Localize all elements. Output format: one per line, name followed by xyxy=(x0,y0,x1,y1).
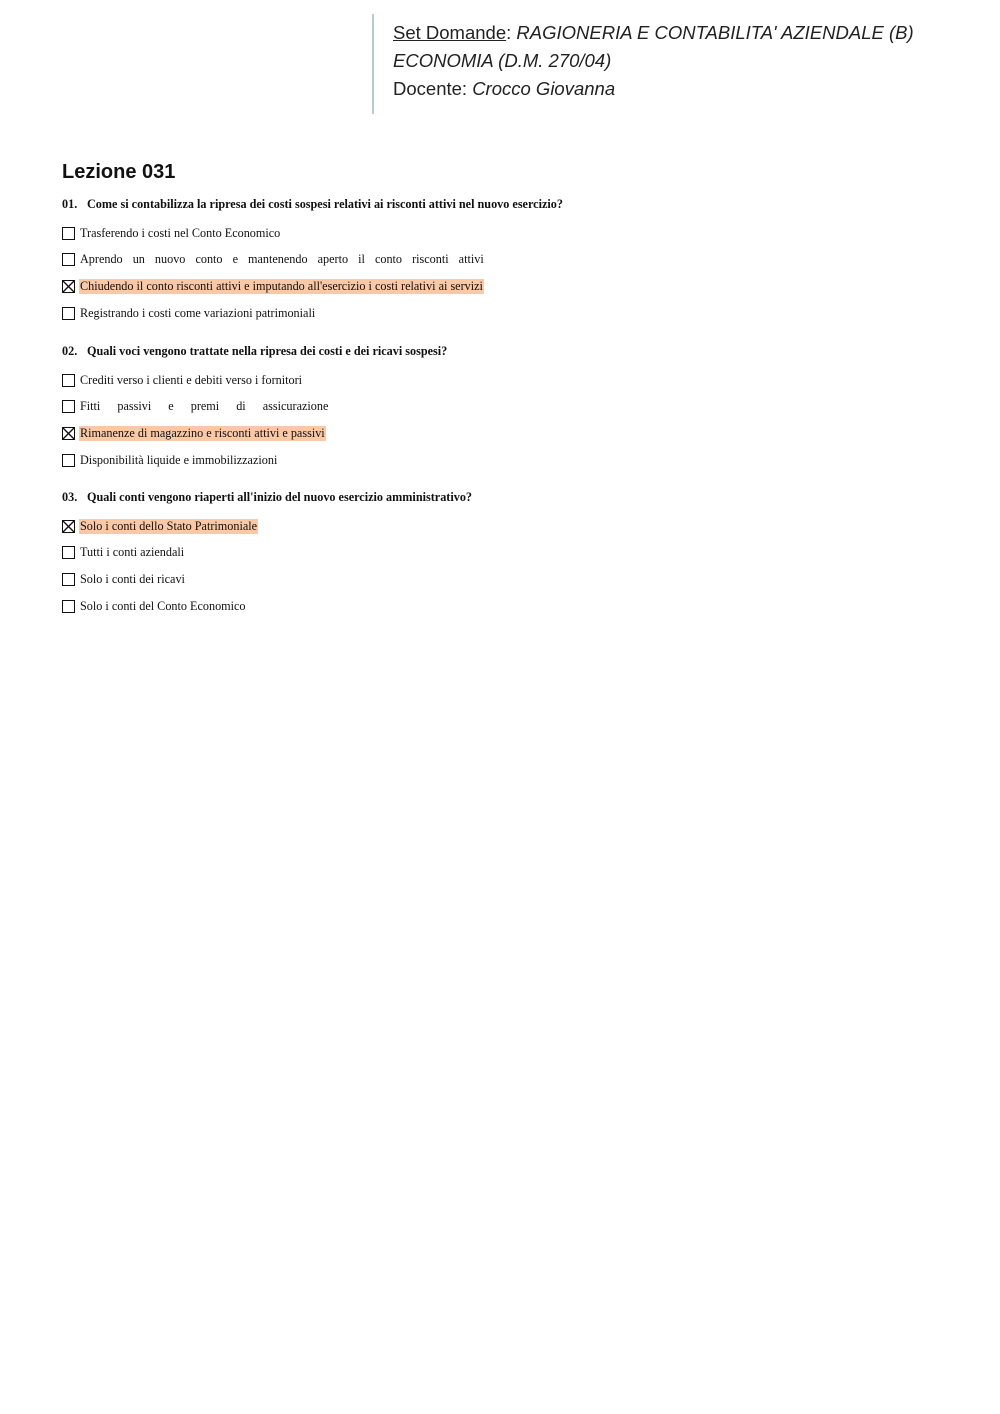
checkbox-empty-icon[interactable] xyxy=(62,307,75,320)
teacher-name: Crocco Giovanna xyxy=(472,78,616,99)
question-number: 03. xyxy=(62,490,78,504)
teacher-line xyxy=(393,75,972,103)
cross-mark-icon xyxy=(62,427,75,440)
answer-option[interactable] xyxy=(62,247,962,274)
checkbox-checked-icon[interactable] xyxy=(62,427,75,440)
checkbox-empty-icon[interactable] xyxy=(62,546,75,559)
question-prompt: Quali conti vengono riaperti all'inizio del nuovo esercizio amministrativo? xyxy=(87,490,473,504)
answer-option-selected[interactable] xyxy=(62,420,962,447)
answer-label: Trasferendo i costi nel Conto Economico xyxy=(80,225,281,240)
answer-option[interactable] xyxy=(62,394,962,421)
lesson-title: Lezione 031 xyxy=(62,161,176,183)
answer-label: Chiudendo il conto risconti attivi e imputando all'esercizio i costi relativi ai servizi xyxy=(80,278,483,293)
set-domande-label: Set Domande xyxy=(393,22,507,43)
answer-option[interactable] xyxy=(62,300,962,327)
answer-label: Disponibilità liquide e immobilizzazioni xyxy=(80,452,278,467)
checkbox-checked-icon[interactable] xyxy=(62,520,75,533)
answer-option[interactable] xyxy=(62,220,962,247)
course-title-line2: ECONOMIA (D.M. 270/04) xyxy=(393,50,612,71)
set-domande-line xyxy=(393,19,972,47)
question-03 xyxy=(62,488,962,619)
checkbox-empty-icon[interactable] xyxy=(62,573,75,586)
document-header xyxy=(372,14,972,114)
question-text xyxy=(62,342,962,360)
question-01 xyxy=(62,195,962,326)
answer-label: Tutti i conti aziendali xyxy=(80,545,185,560)
answer-option-selected[interactable] xyxy=(62,513,962,540)
checkbox-checked-icon[interactable] xyxy=(62,280,75,293)
question-prompt: Quali voci vengono trattate nella ripresa dei costi e dei ricavi sospesi? xyxy=(87,344,448,358)
cross-mark-icon xyxy=(62,280,75,293)
cross-mark-icon xyxy=(62,520,75,533)
answer-option[interactable] xyxy=(62,540,962,567)
answer-label: Aprendo un nuovo conto e mantenendo aperto il conto risconti attivi xyxy=(80,252,484,267)
teacher-label: Docente: xyxy=(393,78,468,99)
question-prompt: Come si contabilizza la ripresa dei costi sospesi relativi ai risconti attivi nel nuovo esercizio? xyxy=(87,197,563,211)
answer-label: Solo i conti dei ricavi xyxy=(80,571,185,586)
question-number: 02. xyxy=(62,344,78,358)
answer-label: Crediti verso i clienti e debiti verso i fornitori xyxy=(80,372,303,387)
question-02 xyxy=(62,342,962,473)
answer-option[interactable] xyxy=(62,447,962,474)
set-domande-colon: : xyxy=(506,22,512,43)
answer-label: Registrando i costi come variazioni patrimoniali xyxy=(80,305,316,320)
question-text xyxy=(62,488,962,506)
checkbox-empty-icon[interactable] xyxy=(62,600,75,613)
checkbox-empty-icon[interactable] xyxy=(62,400,75,413)
answer-label: Fitti passivi e premi di assicurazione xyxy=(80,399,329,414)
answer-option[interactable] xyxy=(62,566,962,593)
checkbox-empty-icon[interactable] xyxy=(62,253,75,266)
answer-label: Rimanenze di magazzino e risconti attivi e passivi xyxy=(80,425,325,440)
checkbox-empty-icon[interactable] xyxy=(62,374,75,387)
answer-option[interactable] xyxy=(62,593,962,620)
answer-option-selected[interactable] xyxy=(62,273,962,300)
answer-label: Solo i conti del Conto Economico xyxy=(80,598,246,613)
answer-option[interactable] xyxy=(62,367,962,394)
question-number: 01. xyxy=(62,197,78,211)
course-title-line1: RAGIONERIA E CONTABILITA' AZIENDALE (B) xyxy=(516,22,914,43)
answer-label: Solo i conti dello Stato Patrimoniale xyxy=(80,518,258,533)
checkbox-empty-icon[interactable] xyxy=(62,227,75,240)
question-text xyxy=(62,195,962,213)
checkbox-empty-icon[interactable] xyxy=(62,454,75,467)
